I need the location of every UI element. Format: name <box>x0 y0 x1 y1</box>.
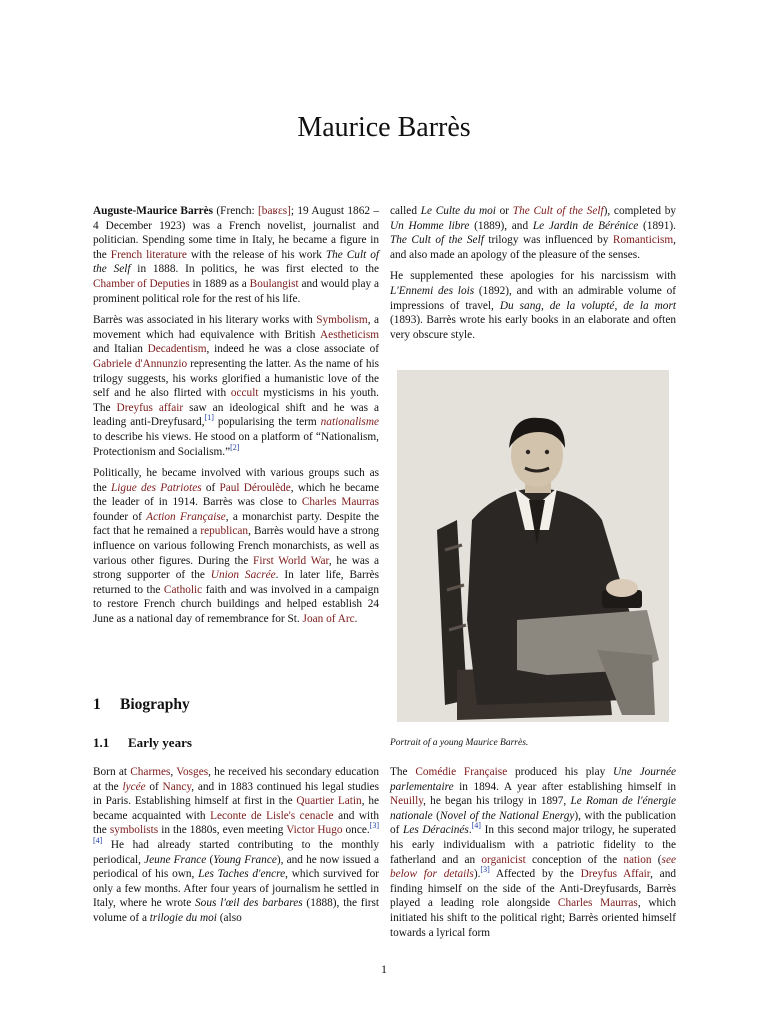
text: , and finding himself on the side of the Anti-Dreyfusards, Barrès played a leading role alongside <box>390 868 676 910</box>
citation-3[interactable]: [3] <box>480 865 490 875</box>
link-union-sacree[interactable]: Union Sacrée <box>210 569 276 582</box>
link-cult-of-the-self[interactable]: The Cult of the Self <box>512 205 604 217</box>
text: (1892), and with an admirable volume of impressions of travel, <box>390 284 676 312</box>
left-column <box>93 204 379 634</box>
text: of <box>145 780 163 793</box>
subsection-heading-early-years <box>93 735 192 751</box>
text: In this second major trilogy, he superated his early individualism with a patriotic fidelity to the fatherland and an <box>390 824 676 866</box>
right-column-top <box>390 204 676 349</box>
text: and Italian <box>93 343 148 356</box>
link-first-world-war[interactable]: First World War <box>253 554 329 567</box>
text: , a movement which had equivalence with British <box>93 314 379 341</box>
text: Born at <box>93 766 131 778</box>
link-victor-hugo[interactable]: Victor Hugo <box>286 824 343 837</box>
text: or <box>495 205 513 217</box>
link-joan-of-arc[interactable]: Joan of Arc <box>302 613 355 626</box>
text: , and also made an apology of the pleasure of the senses. <box>390 234 676 261</box>
text: saw an ideological shift and he was a leading anti-Dreyfusard, <box>93 401 380 429</box>
citation-1[interactable]: [1] <box>204 413 214 423</box>
work-title: L'Ennemi des lois <box>390 284 475 297</box>
text: of <box>201 481 220 494</box>
link-action-francaise[interactable]: Action Française <box>146 510 226 523</box>
link-aestheticism[interactable]: Aestheticism <box>320 328 379 341</box>
work-title: Le Jardin de Bérénice <box>532 219 639 232</box>
section-number: 1 <box>93 696 101 713</box>
text: in the 1880s, even meeting <box>158 824 287 837</box>
intro-paragraph-1 <box>93 204 379 306</box>
subject-name: Auguste-Maurice Barrès <box>93 205 214 217</box>
link-organicist[interactable]: organicist <box>481 853 526 866</box>
citation-3-4[interactable]: [3][4] <box>93 821 379 846</box>
text: (1893). Barrès wrote his early books in an elaborate and often very obscure style. <box>390 314 676 341</box>
text: (1888), the first volume of a <box>93 897 380 924</box>
work-title: Sous l'œil des barbares <box>195 897 303 910</box>
text: (1889), and <box>469 219 533 232</box>
work-title: Jeune France <box>144 853 207 866</box>
text: . <box>354 613 358 626</box>
link-dannunzio[interactable]: Gabriele d'Annunzio <box>93 357 188 370</box>
link-decadentism[interactable]: Decadentism <box>147 343 207 356</box>
text: , he was a strong supporter of the <box>93 554 380 582</box>
link-charmes[interactable]: Charmes <box>130 766 171 778</box>
link-boulangist[interactable]: Boulangist <box>249 277 299 290</box>
text: , which initiated his shift to the political right; Barrès oriented himself towards a lyrical form <box>390 897 676 939</box>
text: with the release of his work <box>186 248 326 261</box>
text: ; 19 August 1862 – 4 December 1923) was a French novelist, journalist and politician. Spending some time in Italy, he became a figure in the <box>93 205 379 261</box>
text: in 1888. In politics, he was first elected to the <box>130 263 379 276</box>
work-title: The Cult of the Self <box>93 248 379 276</box>
section-title: Biography <box>120 696 190 713</box>
intro-paragraph-3 <box>93 466 379 627</box>
text: . <box>468 824 472 837</box>
link-chamber-of-deputies[interactable]: Chamber of Deputies <box>93 277 190 290</box>
text: and would play a prominent political role for the rest of his life. <box>93 277 379 305</box>
text: ), with the publication of <box>390 809 677 837</box>
link-nation[interactable]: nation <box>623 853 652 866</box>
link-nationalisme[interactable]: nationalisme <box>320 416 380 429</box>
work-title: Le Culte du moi <box>420 205 496 217</box>
text: ), and he now issued a periodical of his own, <box>93 853 379 881</box>
link-quartier-latin[interactable]: Quartier Latin <box>296 795 362 808</box>
text: , indeed he was a close associate of <box>206 343 379 356</box>
work-title: Un Homme libre <box>390 219 470 232</box>
page-number: 1 <box>381 962 387 976</box>
link-nancy[interactable]: Nancy <box>162 780 192 793</box>
link-symbolists[interactable]: symbolists <box>109 824 159 837</box>
subsection-number: 1.1 <box>93 735 110 750</box>
link-occult[interactable]: occult <box>230 387 259 400</box>
text: (also <box>216 911 242 924</box>
right-paragraph-2 <box>390 269 676 342</box>
citation-4[interactable]: [4] <box>471 821 481 831</box>
text: once. <box>342 824 370 837</box>
text: to describe his views. He stood on a platform of “Nationalism, Protectionism and Socialism.” <box>93 430 379 458</box>
work-title: Novel of the National Energy <box>439 809 575 822</box>
text: trilogy was influenced by <box>483 234 613 247</box>
text: , a monarchist party. Despite the fact that he remained a <box>93 510 379 538</box>
link-charles-maurras-2[interactable]: Charles Maurras <box>557 897 638 910</box>
text: Affected by the <box>489 868 581 881</box>
work-title: Les Taches d'encre <box>198 868 286 881</box>
subsection-title: Early years <box>128 735 192 750</box>
text: faith and was involved in a campaign to restore French church buildings and helped establish 24 June as a national day of remembrance for St. <box>93 583 379 626</box>
work-title: trilogie du moi <box>149 911 217 924</box>
text: mysticisms in his youth. The <box>93 387 379 414</box>
portrait-photo[interactable] <box>397 370 669 722</box>
link-neuilly[interactable]: Neuilly <box>390 795 424 808</box>
link-catholic[interactable]: Catholic <box>163 583 203 596</box>
text: , he began his trilogy in 1897, <box>423 795 571 808</box>
text: called <box>390 205 421 217</box>
text: and with the <box>93 809 379 837</box>
work-title: Du sang, de la volupté, de la mort <box>499 299 676 312</box>
photo-caption: Portrait of a young Maurice Barrès. <box>390 738 529 748</box>
text: , and in 1883 continued his legal studies in Paris. Establishing himself at first in the <box>93 780 380 808</box>
text: , which he became the leader of in 1914. Barrès was close to <box>93 481 379 509</box>
portrait-illustration <box>397 370 669 722</box>
biography-paragraph-right <box>390 765 676 940</box>
text: ( <box>206 853 214 866</box>
link-ligue-des-patriotes[interactable]: Ligue des Patriotes <box>111 481 202 494</box>
work-title: Les Déracinés <box>403 824 469 837</box>
text: , which survived for only a few months. After four years of journalism he settled in Italy, where he wrote <box>93 868 379 910</box>
citation-2[interactable]: [2] <box>230 442 240 452</box>
text: founder of <box>93 510 147 523</box>
text: , <box>170 766 177 778</box>
link-paul-deroulede[interactable]: Paul Déroulède <box>219 481 291 494</box>
text: , he received his secondary education at the <box>93 766 379 793</box>
text: , he became acquainted with <box>93 795 379 822</box>
link-romanticism[interactable]: Romanticism <box>612 234 674 247</box>
biography-left-column <box>93 765 379 933</box>
link-symbolism[interactable]: Symbolism <box>316 314 368 327</box>
text: Politically, he became involved with various groups such as the <box>93 467 379 494</box>
section-heading-biography <box>93 696 190 714</box>
work-title: Une Journée parlementaire <box>390 766 677 793</box>
text: ). <box>473 868 481 881</box>
right-paragraph-1 <box>390 204 676 262</box>
link-see-below[interactable]: see below for details <box>390 853 676 881</box>
text: ( <box>651 853 662 866</box>
work-title: The Cult of the Self <box>390 234 484 247</box>
link-dreyfus-affair[interactable]: Dreyfus affair <box>116 401 184 414</box>
page-title: Maurice Barrès <box>297 112 471 143</box>
text: popularising the term <box>213 416 321 429</box>
link-lycee[interactable]: lycée <box>122 780 146 793</box>
text: conception of the <box>525 853 624 866</box>
text: Barrès was associated in his literary works with <box>93 314 317 327</box>
link-dreyfus-affair-2[interactable]: Dreyfus Affair <box>580 868 651 881</box>
text: (1891). <box>638 219 676 232</box>
text: He supplemented these apologies for his narcissism with <box>390 270 676 283</box>
text: , Barrès would have a strong influence on various following French monarchists, as well as various other figures. During the <box>93 525 379 567</box>
text: ( <box>432 809 440 822</box>
text: ), completed by <box>603 205 677 217</box>
biography-paragraph-left <box>93 765 379 926</box>
text: produced his play <box>507 766 614 778</box>
biography-right-column <box>390 765 676 947</box>
text: in 1889 as a <box>189 277 250 290</box>
ipa-link[interactable]: [baʁɛs] <box>258 205 291 217</box>
link-republican[interactable]: republican <box>200 525 249 538</box>
link-charles-maurras[interactable]: Charles Maurras <box>301 496 379 509</box>
work-title: Le Roman de l'énergie nationale <box>390 795 676 822</box>
text: (French: <box>213 205 259 217</box>
text: in 1894. A year after establishing himself in <box>453 780 676 793</box>
link-french-literature[interactable]: French literature <box>110 248 187 261</box>
text: . In later life, Barrès returned to the <box>93 569 379 596</box>
link-leconte-de-lisle[interactable]: Leconte de Lisle's cenacle <box>210 809 334 822</box>
text: The <box>390 766 416 778</box>
link-comedie-francaise[interactable]: Comédie Française <box>415 766 508 778</box>
text: He had already started contributing to the monthly periodical, <box>93 838 379 866</box>
link-vosges[interactable]: Vosges <box>176 766 209 778</box>
text: representing the latter. As the name of his trilogy suggests, his works glorified a humanistic love of the self and he also flirted with <box>93 357 379 400</box>
intro-paragraph-2 <box>93 313 379 459</box>
work-title: Young France <box>213 853 277 866</box>
